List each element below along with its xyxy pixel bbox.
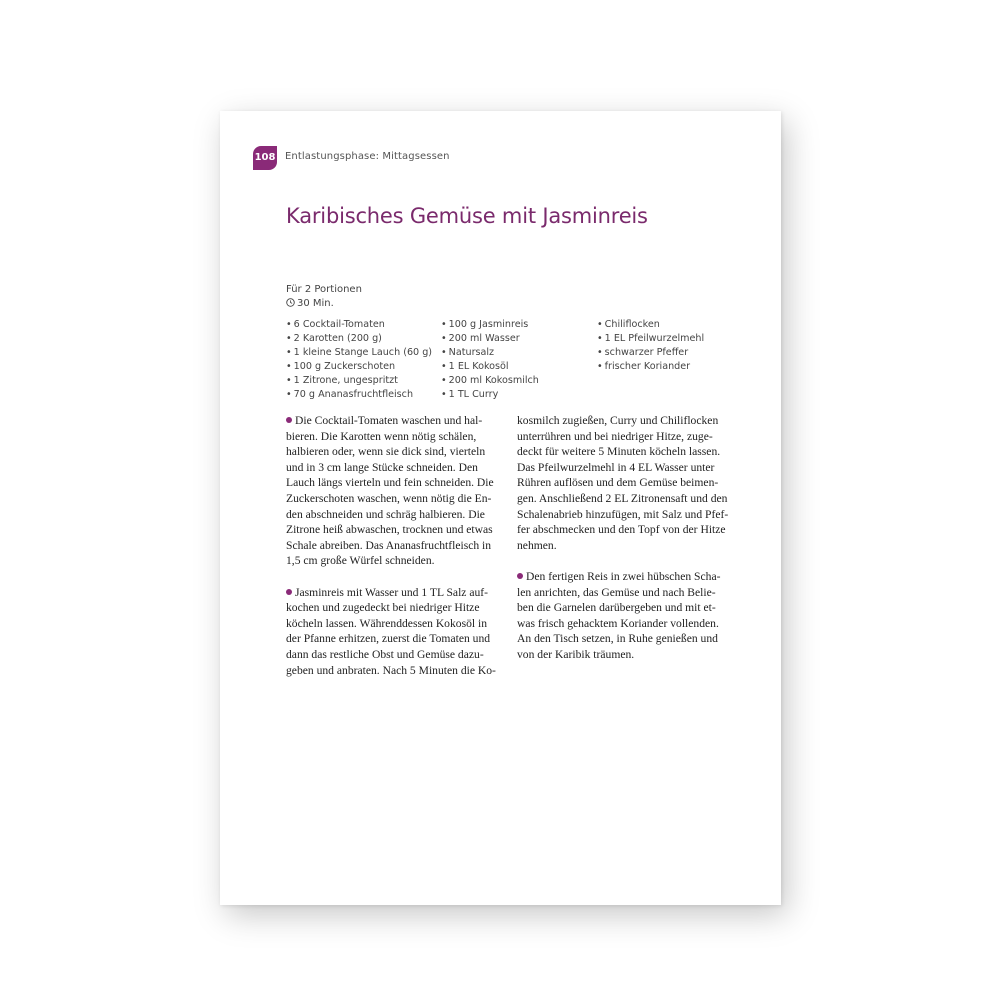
instructions-column-2 — [517, 413, 729, 678]
ingredient-item: • 1 Zitrone, ungespritzt — [286, 374, 432, 388]
ingredient-column-2 — [441, 318, 539, 402]
page-number: 108 — [253, 146, 277, 170]
ingredient-item: • 2 Karotten (200 g) — [286, 332, 432, 346]
text-line: Rühren auflösen und dem Gemüse beimen- — [517, 476, 719, 490]
text-line: köcheln lassen. Währenddessen Kokosöl in — [286, 616, 488, 630]
text-line: 1,5 cm große Würfel schneiden. — [286, 554, 435, 568]
text-line: Zitrone heiß abwaschen, trocknen und etwas — [286, 523, 493, 537]
ingredient-item: • 200 ml Wasser — [441, 332, 539, 346]
bullet-dot-icon — [286, 589, 292, 595]
ingredient-item: • 1 TL Curry — [441, 388, 539, 402]
clock-icon — [286, 298, 295, 307]
text-line: kochen und zugedeckt bei niedriger Hitze — [286, 601, 480, 615]
ingredient-item: • 70 g Ananasfruchtfleisch — [286, 388, 432, 402]
ingredient-item: • frischer Koriander — [597, 360, 704, 374]
text-line: von der Karibik träumen. — [517, 647, 635, 661]
instruction-step-2 — [286, 585, 498, 679]
text-line: Die Cocktail-Tomaten waschen und hal- — [295, 414, 483, 427]
text-line: unterrühren und bei niedriger Hitze, zuge- — [517, 429, 713, 443]
text-line: Schalenabrieb hinzufügen, mit Salz und Pfef- — [517, 507, 729, 521]
book-page — [220, 111, 781, 905]
prep-time-value: 30 Min. — [297, 298, 334, 309]
bullet-dot-icon — [286, 417, 292, 423]
text-line: was frisch gehacktem Koriander vollenden. — [517, 616, 719, 630]
running-head: Entlastungsphase: Mittagsessen — [285, 151, 450, 162]
instruction-step-3 — [517, 569, 729, 663]
ingredient-item: • 100 g Jasminreis — [441, 318, 539, 332]
ingredient-column-1 — [286, 318, 432, 402]
ingredient-column-3 — [597, 318, 704, 374]
text-line: len anrichten, das Gemüse und nach Belie- — [517, 585, 716, 599]
prep-time — [286, 297, 362, 311]
text-line: deckt für weitere 5 Minuten köcheln lassen. — [517, 445, 721, 459]
text-line: fer abschmecken und den Topf von der Hitze — [517, 523, 726, 537]
text-line: An den Tisch setzen, in Ruhe genießen und — [517, 632, 718, 646]
text-line: Jasminreis mit Wasser und 1 TL Salz auf- — [295, 585, 489, 599]
ingredient-item: • 100 g Zuckerschoten — [286, 360, 432, 374]
ingredient-item: • 1 kleine Stange Lauch (60 g) — [286, 346, 432, 360]
text-line: den abschneiden und schräg halbieren. Die — [286, 507, 485, 521]
text-line: kosmilch zugießen, Curry und Chiliflocken — [517, 414, 719, 427]
text-line: und in 3 cm lange Stücke schneiden. Den — [286, 460, 478, 474]
text-line: ben die Garnelen darübergeben und mit et- — [517, 601, 716, 615]
ingredient-item: • 6 Cocktail-Tomaten — [286, 318, 432, 332]
recipe-title: Karibisches Gemüse mit Jasminreis — [286, 204, 648, 228]
text-line: gen. Anschließend 2 EL Zitronensaft und den — [517, 491, 728, 505]
text-line: Lauch längs vierteln und fein schneiden. Die — [286, 476, 494, 490]
instructions-column-1 — [286, 413, 498, 694]
text-line: bieren. Die Karotten wenn nötig schälen, — [286, 429, 477, 443]
bullet-dot-icon — [517, 573, 523, 579]
text-line: dann das restliche Obst und Gemüse dazu- — [286, 647, 484, 661]
recipe-meta — [286, 283, 362, 311]
ingredient-item: • Chiliflocken — [597, 318, 704, 332]
ingredient-item: • schwarzer Pfeffer — [597, 346, 704, 360]
text-line: Den fertigen Reis in zwei hübschen Scha- — [526, 569, 721, 583]
text-line: Schale abreiben. Das Ananasfruchtfleisch in — [286, 538, 492, 552]
text-line: Zuckerschoten waschen, wenn nötig die En- — [286, 491, 492, 505]
ingredient-item: • Natursalz — [441, 346, 539, 360]
text-line: halbieren oder, wenn sie dick sind, vierteln — [286, 445, 486, 459]
text-line: Das Pfeilwurzelmehl in 4 EL Wasser unter — [517, 460, 715, 474]
text-line: nehmen. — [517, 538, 557, 552]
ingredient-item: • 1 EL Pfeilwurzelmehl — [597, 332, 704, 346]
text-line: der Pfanne erhitzen, zuerst die Tomaten und — [286, 632, 491, 646]
servings: Für 2 Portionen — [286, 284, 362, 295]
text-line: geben und anbraten. Nach 5 Minuten die Ko- — [286, 663, 496, 677]
instruction-step-2-continued — [517, 413, 729, 553]
instruction-step-1 — [286, 413, 498, 569]
ingredient-item: • 200 ml Kokosmilch — [441, 374, 539, 388]
ingredient-item: • 1 EL Kokosöl — [441, 360, 539, 374]
